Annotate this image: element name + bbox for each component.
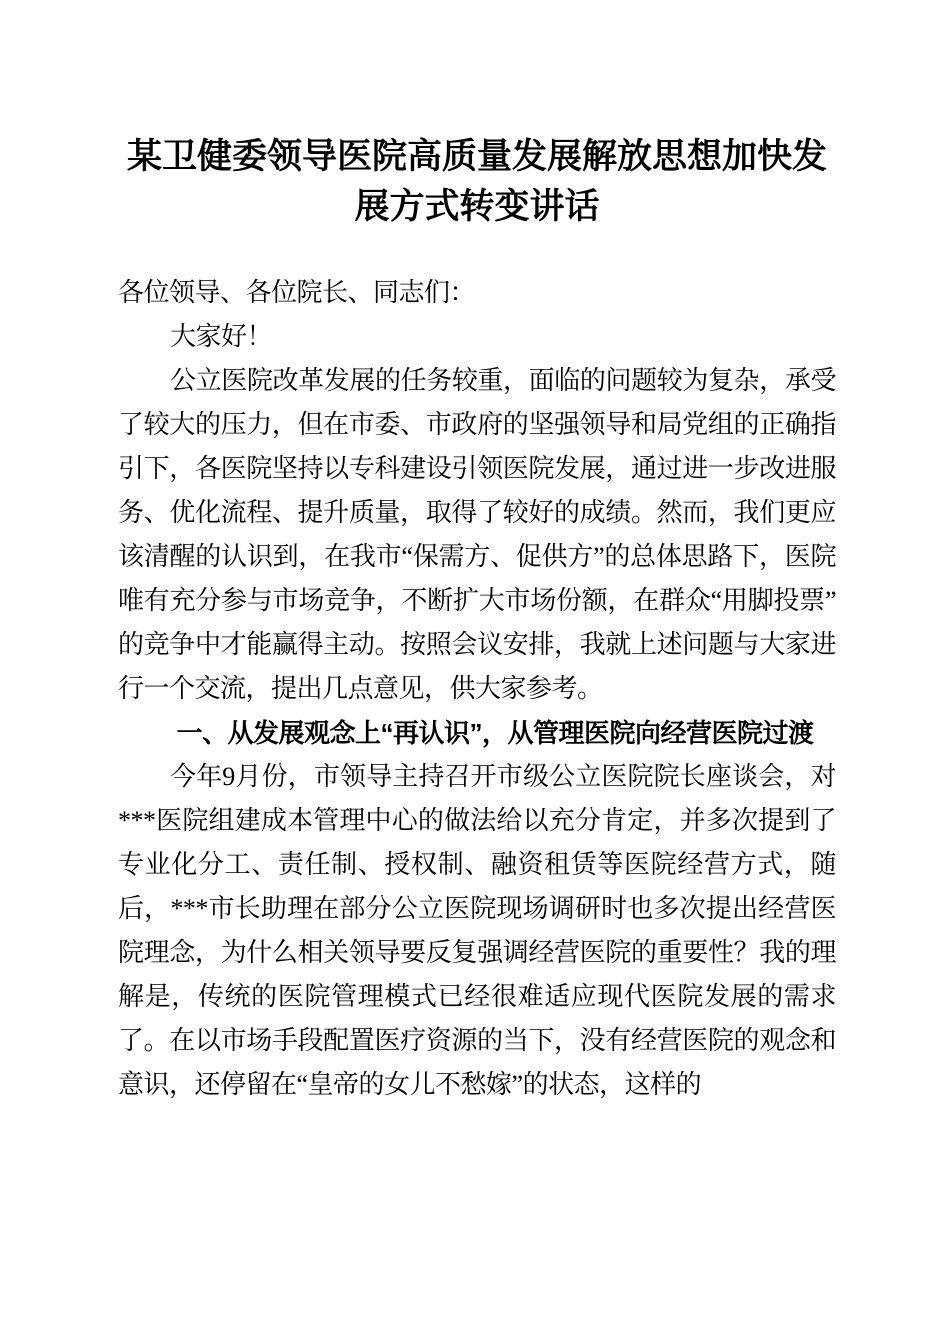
document-content [118, 0, 836, 1107]
paragraph-greeting: 各位领导、各位院长、同志们： [118, 278, 476, 307]
paragraph-intro: 公立医院改革发展的任务较重，面临的问题较为复杂，承受了较大的压力，但在市委、市政府的坚强领导和局党组的正确指引下，各医院坚持以专科建设引领医院发展，通过进一步改进服务、优化流程、提升质量，取得了较好的成绩。然而，我们更应该清醒的认识到，在我市“保需方、促供方”的总体思路下，医院唯有充分参与市场竞争，不断扩大市场份额，在群众“用脚投票”的竞争中才能赢得主动。按照会议安排，我就上述问题与大家进行一个交流，提出几点意见，供大家参考。 [118, 366, 836, 703]
paragraph-section-1: 今年9月份，市领导主持召开市级公立医院院长座谈会，对***医院组建成本管理中心的做法给以充分肯定，并多次提到了专业化分工、责任制、授权制、融资租赁等医院经营方式，随后，***市长助理在部分公立医院现场调研时也多次提出经营医院理念，为什么相关领导要反复强调经营医院的重要性？我的理解是，传统的医院管理模式已经很难适应现代医院发展的需求了。在以市场手段配置医疗资源的当下，没有经营医院的观念和意识，还停留在“皇帝的女儿不愁嫁”的状态，这样的 [118, 762, 836, 1099]
paragraph-opening: 大家好！ [170, 322, 273, 351]
document-body [118, 271, 836, 1107]
section-heading-1: 一、从发展观念上“再认识”，从管理医院向经营医院过渡 [176, 718, 814, 748]
document-title: 某卫健委领导医院高质量发展解放思想加快发展方式转变讲话 [126, 137, 827, 226]
